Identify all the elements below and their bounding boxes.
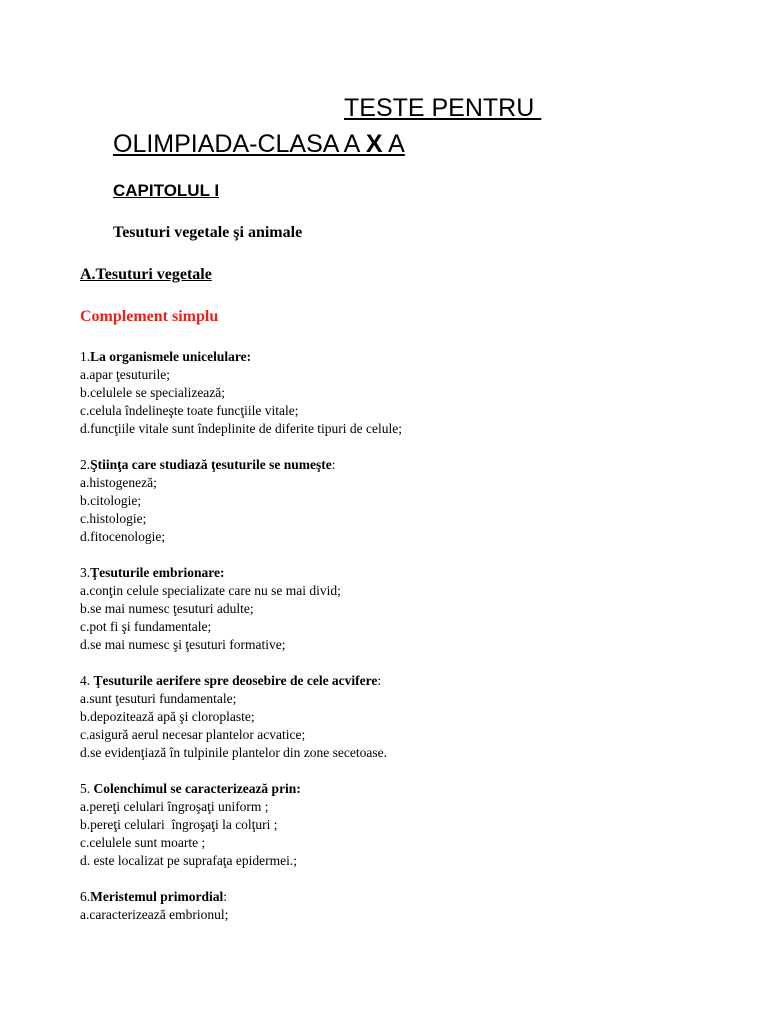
question-text: Ţesuturile aerifere spre deosebire de cele acvifere [93,673,378,688]
answer-option: c.pot fi şi fundamentale; [80,619,212,634]
question-stem [80,348,740,366]
question-number: 4. [80,673,94,688]
answer-option: d.se mai numesc şi ţesuturi formative; [80,637,286,652]
question-item [80,348,740,438]
answer-option: d. este localizat pe suprafaţa epidermei.; [80,853,298,868]
document-title-line-1 [344,96,541,121]
question-item [80,888,740,924]
document-title-line-2 [113,132,405,157]
answer-option: d.se evidenţiază în tulpinile plantelor din zone secetoase. [80,745,388,760]
question-suffix: : [377,673,382,688]
answer-option: d.funcţiile vitale sunt îndeplinite de diferite tipuri de celule; [80,421,403,436]
answer-option: b.citologie; [80,493,142,508]
question-number: 3. [80,565,91,580]
title-text-2-pre: OLIMPIADA-CLASA A [113,130,366,158]
answer-option: b.celulele se specializează; [80,385,226,400]
question-stem [80,564,740,582]
question-text: Ştiinţa care studiază ţesuturile se numeşte [90,457,332,472]
answer-option: a.sunt ţesuturi fundamentale; [80,691,237,706]
title-text-1: TESTE PENTRU [344,94,542,122]
question-type-heading: Complement simplu [80,308,219,325]
question-number: 1. [80,349,91,364]
question-number: 2. [80,457,91,472]
answer-option: b.se mai numesc ţesuturi adulte; [80,601,254,616]
question-list [80,348,740,942]
section-heading: A.Tesuturi vegetale [80,266,212,283]
question-item [80,564,740,654]
answer-option: a.pereţi celulari îngroşaţi uniform ; [80,799,269,814]
answer-option: b.depozitează apă şi cloroplaste; [80,709,255,724]
chapter-subtitle: Tesuturi vegetale şi animale [113,224,303,241]
question-item [80,672,740,762]
answer-option: a.caracterizează embrionul; [80,907,229,922]
answer-option: c.celula îndelineşte toate funcţiile vitale; [80,403,299,418]
answer-option: d.fitocenologie; [80,529,166,544]
answer-option: b.pereţi celulari îngroşaţi la colţuri ; [80,817,278,832]
answer-option: c.celulele sunt moarte ; [80,835,206,850]
answer-option: a.conţin celule specializate care nu se mai divid; [80,583,341,598]
question-item [80,456,740,546]
question-suffix: : [331,457,336,472]
answer-option: c.histologie; [80,511,147,526]
answer-option: a.histogeneză; [80,475,157,490]
question-item [80,780,740,870]
question-stem [80,672,740,690]
chapter-heading: CAPITOLUL I [113,181,220,200]
answer-option: a.apar ţesuturile; [80,367,170,382]
question-stem [80,456,740,474]
answer-option: c.asigură aerul necesar plantelor acvatice; [80,727,306,742]
question-number: 5. [80,781,94,796]
question-text: Ţesuturile embrionare: [90,565,225,580]
question-text: La organismele unicelulare: [90,349,252,364]
question-text: Colenchimul se caracterizează prin: [93,781,301,796]
question-suffix: : [223,889,227,904]
question-stem [80,888,740,906]
title-class-numeral: X [365,130,383,158]
question-text: Meristemul primordial [90,889,224,904]
question-number: 6. [80,889,91,904]
question-stem [80,780,740,798]
title-text-2-post: A [382,130,405,158]
